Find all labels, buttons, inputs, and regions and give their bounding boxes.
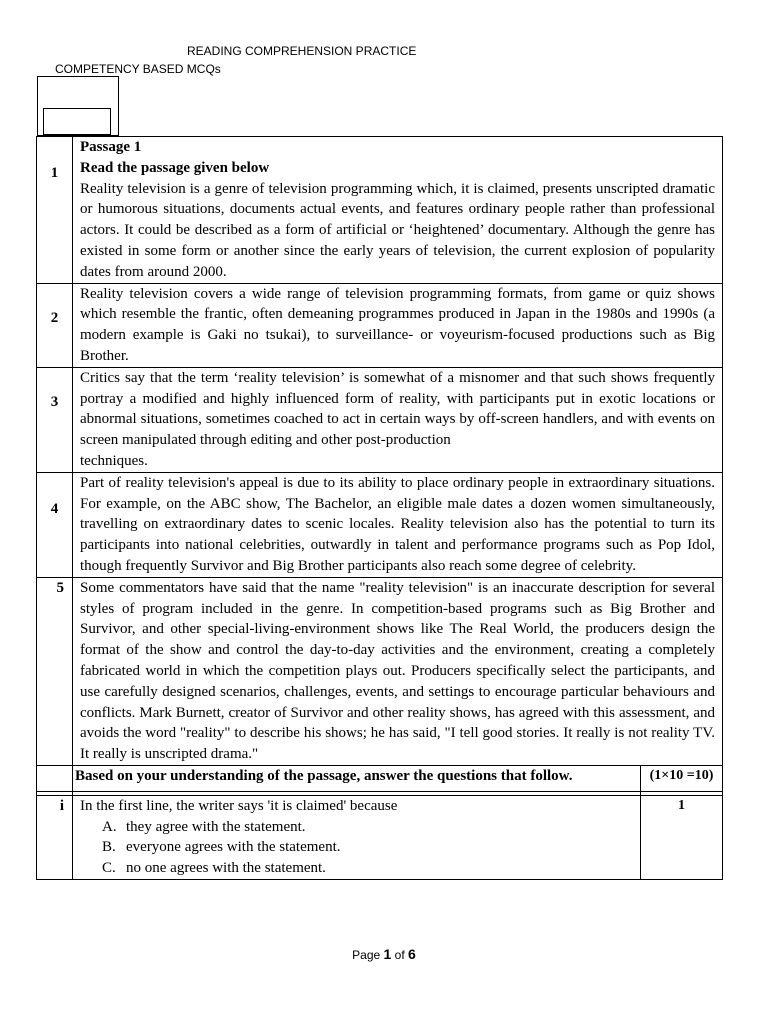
- answer-options: [80, 817, 633, 879]
- paragraph-row-4: [37, 472, 723, 577]
- passage-table: [36, 136, 723, 880]
- document-title: READING COMPREHENSION PRACTICE: [187, 44, 417, 58]
- passage-heading: Passage 1: [80, 139, 142, 155]
- paragraph-number: 4: [37, 472, 73, 577]
- question-marks: 1: [640, 795, 722, 879]
- option-a[interactable]: A. they agree with the statement.: [102, 818, 306, 835]
- paragraph-text: Some commentators have said that the name "reality television" is an inaccurate description for several styles of program included in the genre. In competition-based programs such as Big Brother and Survivor, and other special-living-environment shows like The Real World, the producers design the format of the show and control the day-to-day activities and the environment, creating a completely fabricated world in which the competition plays out. Producers specifically select the participants, and use carefully designed scenarios, challenges, events, and settings to encourage particular behaviours and conflicts. Mark Burnett, creator of Survivor and other reality shows, has agreed with this assessment, and avoids the word "reality" to describe his shows; he has said, "I tell good stories. It really is not reality TV. It really is unscripted drama.": [73, 577, 723, 765]
- of-label: of: [394, 948, 405, 962]
- document-subtitle: COMPETENCY BASED MCQs: [55, 62, 221, 76]
- paragraph-row-2: [37, 283, 723, 367]
- paragraph-row-5: [37, 577, 723, 765]
- paragraph-number: 3: [37, 367, 73, 472]
- page-label: Page: [352, 948, 381, 962]
- paragraph-number: 2: [37, 283, 73, 367]
- question-number: i: [37, 795, 73, 879]
- page-total: 6: [408, 946, 416, 962]
- paragraph-text: Critics say that the term ‘reality television’ is somewhat of a misnomer and that such shows frequently portray a modified and highly influenced form of reality, with participants put in exotic locations or abnormal situations, sometimes coached to act in certain ways by off-screen handlers, and with events on screen manipulated through editing and other post-production: [80, 369, 715, 449]
- paragraph-text: Reality television covers a wide range of television programming formats, from game or quiz shows which resemble the frantic, often demeaning programmes produced in Japan in the 1980s and 1990s (a modern example is Gaki no tsukai), to surveillance- or voyeurism-focused productions such as Big Brother.: [73, 283, 723, 367]
- question-row-i: [37, 795, 723, 879]
- total-marks: (1×10 =10): [640, 765, 722, 791]
- roll-number-box: [43, 108, 111, 135]
- paragraph-row-3: [37, 367, 723, 472]
- paragraph-text: Part of reality television's appeal is due to its ability to place ordinary people in extraordinary situations. For example, on the ABC show, The Bachelor, an eligible male dates a dozen women simultaneously, travelling on extraordinary dates to scenic locales. Reality television also has the potential to turn its participants into national celebrities, outwardly in talent and performance programs such as Pop Idol, though frequently Survivor and Big Brother participants also reach some degree of celebrity.: [73, 472, 723, 577]
- option-b[interactable]: B. everyone agrees with the statement.: [102, 839, 341, 856]
- paragraph-number: 1: [37, 137, 73, 284]
- questions-header-row: [37, 765, 723, 791]
- paragraph-number: 5: [37, 577, 73, 765]
- question-text: In the first line, the writer says 'it is claimed' because: [80, 797, 398, 814]
- questions-instruction: Based on your understanding of the passage, answer the questions that follow.: [73, 765, 641, 791]
- page-number: 1: [383, 946, 392, 962]
- paragraph-row-1: [37, 137, 723, 284]
- passage-instruction: Read the passage given below: [80, 159, 270, 176]
- page-footer: [0, 946, 768, 962]
- paragraph-text-continued: techniques.: [80, 452, 148, 469]
- option-c[interactable]: C. no one agrees with the statement.: [102, 860, 326, 877]
- paragraph-text: Reality television is a genre of television programming which, it is claimed, presents unscripted dramatic or humorous situations, documents actual events, and features ordinary people rather than professional actors. It could be described as a form of artificial or ‘heightened’ documentary. Although the genre has existed in some form or another since the early years of television, the current explosion of popularity dates from around 2000.: [80, 180, 715, 280]
